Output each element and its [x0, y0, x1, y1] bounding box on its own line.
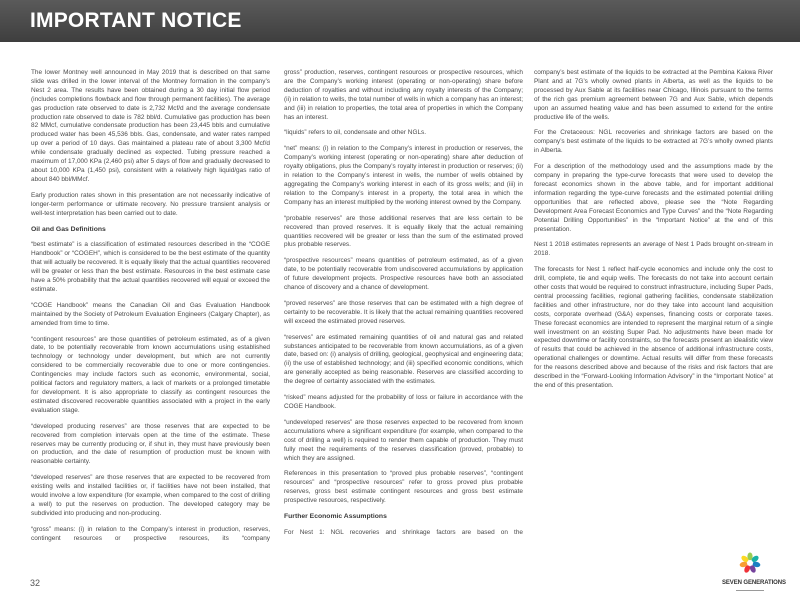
company-logo — [722, 552, 786, 596]
heading-oil-gas-definitions: Oil and Gas Definitions — [31, 225, 106, 233]
text-column-2 — [284, 69, 523, 561]
definition-contingent-resources: “contingent resources” are those quantities of petroleum estimated, as of a given date, to be potentially recoverable from known accumulations using established technology or technology under development, but which are not currently considered to be commercially recoverable due to one or more contingencies. Contingencies may include factors such as economic, environmental, social, political factors and regulatory matters, a lack of markets or a prolonged timetable for development. It is also appropriate to classify as contingent resources the estimated discovered recoverable quantities associated with a project in the early evaluation stage. — [31, 335, 270, 414]
definition-gross-part-2: gross” production, reserves, contingent resources or prospective resources, which are the Company’s working interest (operating or non-operating) share before deduction of royalties and without including any royalty interests of the Company; (ii) in relation to wells, the total number of wells in which a company has an interest; and (iii) in relation to properties, the total area of properties in which the Company has an interest. — [284, 69, 523, 121]
text-column-1 — [31, 69, 270, 561]
definition-gross-part-1: “gross” means: (i) in relation to the Company’s interest in production, reserves, contingent resources or prospective resources, its “company — [31, 525, 270, 542]
logo-rule — [736, 590, 764, 591]
paragraph-references: References in this presentation to “proved plus probable reserves”, “contingent resources” and “prospective resources” refer to gross proved plus probable reserves, gross best estimate contingent resources and gross best estimate prospective resources, respectively. — [284, 470, 523, 505]
paragraph-nest-1-2018-estimates: Nest 1 2018 estimates represents an average of Nest 1 Pads brought on-stream in 2018. — [534, 241, 773, 258]
definition-developed-producing-reserves: “developed producing reserves” are those reserves that are expected to be recovered from completion intervals open at the time of the estimate. These reserves may be currently producing or, if shut in, they must have previously been on production, and the date of resumption of production must be known with reasonable certainty. — [31, 422, 270, 466]
title-band — [0, 0, 800, 42]
definition-prospective-resources: “prospective resources” means quantities of petroleum estimated, as of a given date, to be potentially recoverable from undiscovered accumulations by application of future development projects. Prospective resources have both an associated chance of discovery and a chance of development. — [284, 257, 523, 292]
definition-proved-reserves: “proved reserves” are those reserves that can be estimated with a high degree of certainty to be recoverable. It is likely that the actual remaining quantities recovered will exceed the estimated proved reserves. — [284, 299, 523, 325]
heading-further-economic-assumptions: Further Economic Assumptions — [284, 513, 387, 521]
definition-risked: “risked” means adjusted for the probability of loss or failure in accordance with the COGE Handbook. — [284, 394, 523, 410]
paragraph-methodology: For a description of the methodology used and the assumptions made by the company in preparing the type-curve forecasts that were used to develop the forecast economics shown in the above table, and for important additional information regarding the type-curve forecasts and the estimated potential drilling opportunities that are reflected above, please see the “Note Regarding Development Area Forecast Economics and Type Curves” and the “Note Regarding Potential Drilling Opportunities” in the “Important Notice” at the end of this presentation. — [534, 163, 773, 233]
definition-reserves: “reserves” are estimated remaining quantities of oil and natural gas and related substances anticipated to be recoverable from known accumulations, as of a given date, based on: (i) analysis of drilling, geological, geophysical and engineering data; (ii) the use of established technology; and (iii) specified economic conditions, which are generally accepted as being reasonable. Reserves are classified according to the degree of certainty associated with the estimates. — [284, 333, 523, 386]
page-title: IMPORTANT NOTICE — [30, 9, 242, 32]
definition-developed-reserves: “developed reserves” are those reserves that are expected to be recovered from existing wells and installed facilities or, if facilities have not been installed, that would involve a low expenditure (for example, when compared to the cost of drilling a well) to put the reserves on production. The developed category may be subdivided into producing and non-producing. — [31, 474, 270, 517]
definition-coge-handbook: “COGE Handbook” means the Canadian Oil and Gas Evaluation Handbook maintained by the Society of Petroleum Evaluation Engineers (Calgary Chapter), as amended from time to time. — [31, 301, 270, 327]
text-column-3 — [534, 69, 773, 561]
seven-generations-ring-icon — [739, 552, 761, 574]
definition-best-estimate: “best estimate” is a classification of estimated resources described in the “COGE Handbook” or “COGEH”, which is considered to be the best estimate of the quantity that will actually be recovered. It is equally likely that the actual quantities recovered will be greater or less than the best estimate. Resources in the best estimate case have a 50% probability that the actual quantities recovered will equal or exceed the estimate. — [31, 241, 270, 293]
definition-probable-reserves: “probable reserves” are those additional reserves that are less certain to be recovered than proved reserves. It is equally likely that the actual remaining quantities recovered will be greater or less than the sum of the estimated proved plus probable reserves. — [284, 214, 523, 249]
paragraph-early-production-rates: Early production rates shown in this presentation are not necessarily indicative of longer-term performance or ultimate recovery. No pressure transient analysis or well-test interpretation has been carried out to date. — [31, 191, 270, 217]
definition-net: “net” means: (i) in relation to the Company’s interest in production or reserves, the Company’s working interest (operating or non-operating) share after deduction of royalty obligations, plus the Company’s royalty interest in production or reserves; (ii) in relation to the Company’s interest in wells, the number of wells obtained by aggregating the Company’s working interest in each of its gross wells; and (iii) in relation to the Company’s interest in a property, the total area in which the Company has an interest multiplied by the working interest owned by the Company. — [284, 145, 523, 206]
paragraph-lower-montney-well: The lower Montney well announced in May 2019 that is described on that same slide was drilled in the lower interval of the Montney formation in the company’s Nest 2 area. The results have been obtained during a 30 day initial flow period (includes completions flowback and flow through permanent facilities). The average gas production rate observed to date is 2,732 Mcf/d and the average condensate production rate observed to date is 782 bbl/d. Cumulative gas production has been 82 MMcf, cumulative condensate production has been 23,445 bbls and cumulative produced water has been 45,536 bbls. Gas, condensate, and water rates ramped up over a period of 10 days. Gas maintained a plateau rate of about 3,300 Mcf/d while condensate gradually declined as expected. Tubing pressure reached a maximum of 17,000 KPa (2,460 psi) after 5 days of flow and gradually decreased to about 10,000 KPa (1,450 psi), consistent with a relatively high liquid/gas ratio of about 840 bbl/MMcf. — [31, 69, 270, 183]
paragraph-nest-1-part-2: company’s best estimate of the liquids to be extracted at the Pembina Kakwa River Plant and at 7G’s wholly owned plants in Alberta, as well as the liquids to be processed by Aux Sable at its facilities near Chicago, Illinois pursuant to the terms of the rich gas premium agreement between 7G and Aux Sable, which depends upon an assumed heating value and has been assumed to extend for the entire productive life of the wells. — [534, 69, 773, 121]
paragraph-cretaceous: For the Cretaceous: NGL recoveries and shrinkage factors are based on the company’s best estimate of the liquids to be extracted at 7G’s wholly owned plants in Alberta. — [534, 129, 773, 155]
definition-undeveloped-reserves: “undeveloped reserves” are those reserves expected to be recovered from known accumulations where a significant expenditure (for example, when compared to the cost of drilling a well) is required to render them capable of production. They must fully meet the requirements of the reserves classification (proved, probable) to which they are assigned. — [284, 418, 523, 462]
paragraph-nest-1-part-1: For Nest 1: NGL recoveries and shrinkage factors are based on the — [284, 528, 523, 536]
page-number: 32 — [30, 578, 41, 588]
paragraph-half-cycle-economics: The forecasts for Nest 1 reflect half-cycle economics and include only the cost to drill, complete, tie and equip wells. The forecasts do not take into account certain other costs that would be required to construct infrastructure, including Super Pads, central processing facilities, regional gathering facilities, condensate stabilization facilities and other infrastructure, nor do they take into account land acquisition costs, corporate overhead (G&A) expenses, financing costs or corporate taxes. These forecast economics are intended to represent the marginal return of a single well investment on an existing Super Pad. No adjustments have been made for expected downtime or facility constraints, so the forecasts present an idealistic view of results that could be achieved in the absence of additional infrastructure costs, operational challenges or downtime. Actual results will differ from these forecasts for the reasons described above and because of the risks and risk factors that are described in the “Forward-Looking Information Advisory” in the “Important Notice” at the end of this presentation. — [534, 266, 773, 389]
definition-liquids: “liquids” refers to oil, condensate and other NGLs. — [284, 129, 427, 137]
logo-text: SEVEN GENERATIONS — [722, 580, 786, 586]
